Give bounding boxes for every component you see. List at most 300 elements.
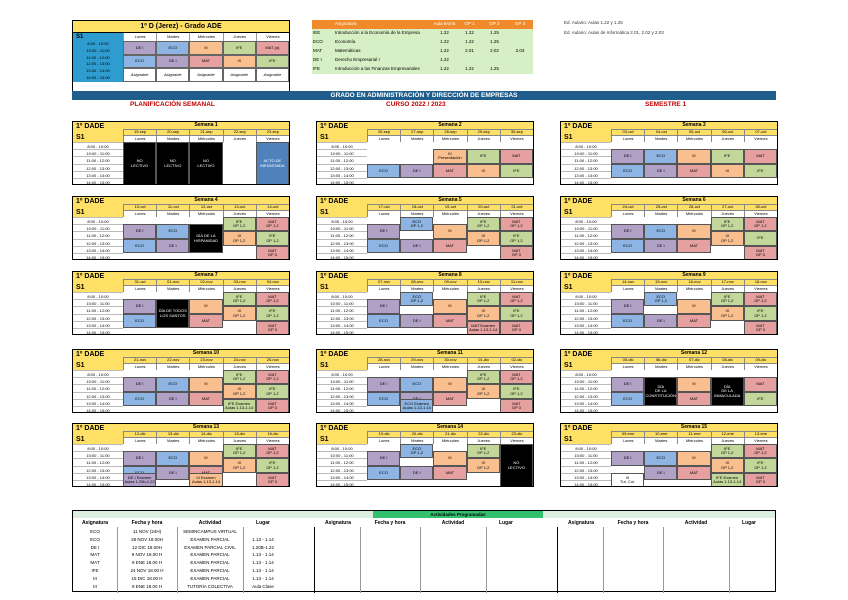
- group-divider: [557, 527, 558, 593]
- week-date: 26-oct: [677, 204, 710, 210]
- week-day: Lunes: [611, 210, 644, 217]
- week-date: 08-dic: [711, 357, 744, 363]
- week-date: 07-dic: [677, 357, 710, 363]
- class-cell: MAT GP 1,2: [256, 444, 289, 458]
- class-cell: MAT GP 3: [256, 246, 289, 260]
- week-label: [73, 272, 123, 292]
- class-cell: DE I: [367, 299, 400, 313]
- class-cell: IFE GP 1,2: [223, 444, 256, 458]
- activity-cell: 15 DIC 18.00 H: [131, 575, 163, 581]
- subject-cell: 2.02: [482, 47, 507, 56]
- class-cell: III GP 1,2: [467, 384, 500, 398]
- week-time: 12:00 - 13:00: [561, 466, 611, 473]
- week-date: 23-dic: [500, 431, 533, 437]
- class-cell: ECO Examen Aulas 1.13-1.14: [400, 399, 433, 413]
- class-cell: IFE Examen Aulas 1.13-1.14: [711, 473, 744, 487]
- class-cell: MAT: [189, 392, 222, 406]
- class-cell: MAT GP 1,2: [744, 292, 777, 306]
- class-cell: ECO: [400, 377, 433, 391]
- week-label: [73, 350, 123, 370]
- week-date: 23-nov: [189, 357, 222, 363]
- week-title: Semana 8: [367, 272, 533, 279]
- week-day: Martes: [400, 285, 433, 292]
- week-date: 05-oct: [677, 129, 710, 135]
- week-time: 8:00 - 10:00: [317, 370, 367, 377]
- week-date: 16-nov: [677, 279, 710, 285]
- activity-cell: III: [93, 575, 97, 581]
- class-cell: III GP 1,2: [223, 306, 256, 320]
- week-group-label: 1º DADE: [76, 123, 105, 130]
- week-day: Miércoles: [433, 437, 466, 444]
- week-date: 01-dic: [467, 357, 500, 363]
- subject-cell: [507, 65, 533, 74]
- activities-header: Actividad: [198, 520, 222, 526]
- week-label: [317, 197, 367, 217]
- group-header: [72, 20, 290, 92]
- column-divider: [729, 527, 730, 593]
- week-day: Jueves: [467, 210, 500, 217]
- planning-title: PLANIFICACIÓN SEMANAL: [130, 101, 215, 108]
- activity-cell: 9 ENE 18.00 H: [131, 583, 163, 589]
- week-block: [72, 121, 290, 185]
- week-date: 03-nov: [223, 279, 256, 285]
- week-date: 08-nov: [400, 279, 433, 285]
- week-s1-label: S1: [76, 362, 85, 369]
- class-cell: ECO: [156, 377, 189, 391]
- week-day: Martes: [156, 285, 189, 292]
- week-date: 18-oct: [400, 204, 433, 210]
- week-time: 12:00 - 13:00: [561, 392, 611, 399]
- week-time: 11:00 - 12:00: [317, 458, 367, 465]
- activity-cell: 9 NOV 18.00 H: [131, 552, 163, 558]
- week-time: 12:00 - 13:00: [561, 314, 611, 321]
- week-date: 10-nov: [467, 279, 500, 285]
- course-year: CURSO 2022 / 2023: [386, 101, 446, 108]
- class-cell: III GP 1,2: [223, 231, 256, 245]
- class-cell: III: [433, 224, 466, 238]
- class-cell: IFE GP 1,2: [467, 370, 500, 384]
- activities-header: Asignatura: [324, 520, 352, 526]
- week-group-label: 1º DADE: [320, 273, 349, 280]
- week-date: 21-oct: [500, 204, 533, 210]
- class-cell: DÍA DE LA INMACULADA: [711, 377, 744, 406]
- class-cell: DE I: [400, 164, 433, 178]
- week-date: 07-oct: [744, 129, 777, 135]
- class-cell: IFE GP 1,2: [256, 231, 289, 245]
- header-class-cell: ECO: [123, 55, 156, 69]
- week-time: 13:00 - 14:00: [561, 399, 611, 406]
- class-cell: IFE GP 1,2: [500, 384, 533, 398]
- week-time: 12:00 - 13:00: [561, 164, 611, 171]
- week-time: 13:00 - 14:00: [561, 473, 611, 480]
- week-label: [317, 272, 367, 292]
- class-cell: IFE GP 1,2: [744, 458, 777, 472]
- week-time: 10:00 - 11:00: [317, 149, 367, 156]
- week-time: 8:00 - 10:00: [317, 292, 367, 299]
- class-cell: DE I: [611, 149, 644, 163]
- class-cell: III GP 1,2: [467, 458, 500, 472]
- week-time: 14:00 - 15:00: [317, 480, 367, 487]
- week-time: 8:00 - 10:00: [73, 217, 123, 224]
- week-day: Lunes: [123, 437, 156, 444]
- week-block: [72, 349, 290, 413]
- class-cell: MAT GP 1,2: [256, 370, 289, 384]
- week-date: 11-ene: [677, 431, 710, 437]
- class-cell: III: [677, 451, 710, 465]
- header-class-cell: Asignable: [156, 68, 189, 82]
- class-cell: III Examen Aulas 1.13-1.14: [189, 473, 222, 487]
- week-date: 09-dic: [744, 357, 777, 363]
- week-date: 01-nov: [156, 279, 189, 285]
- header-time: 14:00 - 15:00: [73, 75, 123, 82]
- week-label: [317, 122, 367, 142]
- subjects-header-cell: GP 3: [507, 20, 533, 29]
- subjects-header-cell: Asignatura: [334, 20, 432, 29]
- class-cell: III: [677, 224, 710, 238]
- week-date: 22-nov: [156, 357, 189, 363]
- class-cell: III: [189, 299, 222, 313]
- week-time: 8:00 - 10:00: [317, 444, 367, 451]
- week-time: 14:00 - 15:00: [561, 178, 611, 185]
- class-cell: DE I: [123, 299, 156, 313]
- week-date: 31-oct: [123, 279, 156, 285]
- week-group-label: 1º DADE: [320, 425, 349, 432]
- class-cell: MAT GP 3: [744, 473, 777, 487]
- class-cell: IFE GP 1,2: [223, 217, 256, 231]
- week-day: Miércoles: [189, 363, 222, 370]
- week-time: 12:00 - 13:00: [317, 314, 367, 321]
- week-group-label: 1º DADE: [564, 351, 593, 358]
- week-block: [316, 196, 534, 260]
- activity-cell: III: [93, 583, 97, 589]
- week-label: [561, 122, 611, 142]
- week-date: 15-dic: [223, 431, 256, 437]
- week-time: 14:00 - 15:00: [73, 328, 123, 335]
- week-day: Jueves: [711, 135, 744, 142]
- class-cell: ECO: [644, 224, 677, 238]
- week-time: 10:00 - 11:00: [317, 377, 367, 384]
- subjects-header-cell: GP 2: [482, 20, 507, 29]
- week-date: 09-ene: [611, 431, 644, 437]
- week-day: Jueves: [223, 437, 256, 444]
- class-cell: MAT: [433, 314, 466, 328]
- week-day: Viernes: [256, 135, 289, 142]
- activity-cell: EXAMEN PARCIAL: [190, 568, 230, 573]
- week-time: 13:00 - 14:00: [317, 399, 367, 406]
- header-class-cell: DE I: [156, 55, 189, 69]
- class-cell: IFE GP 1,2: [711, 292, 744, 306]
- week-date: 19-dic: [367, 431, 400, 437]
- class-cell: III: [467, 164, 500, 178]
- week-s1-label: S1: [320, 362, 329, 369]
- week-time: 10:00 - 11:00: [73, 377, 123, 384]
- week-day: Martes: [156, 363, 189, 370]
- week-label: [317, 350, 367, 370]
- week-date: 04-nov: [256, 279, 289, 285]
- class-cell: MAT GP 1,2: [744, 444, 777, 458]
- week-day: Jueves: [467, 437, 500, 444]
- activity-cell: 24 NOV 18.00 H: [130, 568, 164, 573]
- class-cell: IFE: [500, 164, 533, 178]
- week-date: 14-nov: [611, 279, 644, 285]
- subjects-header-cell: GP 1: [457, 20, 482, 29]
- subject-row: [312, 29, 533, 38]
- class-cell: ECO GP 1,2: [644, 292, 677, 306]
- subject-cell: [507, 56, 533, 65]
- class-cell: IFE GP 1,2: [467, 444, 500, 458]
- class-cell: DE I: [400, 314, 433, 328]
- scheduled-activities: [72, 510, 776, 592]
- week-time: 11:00 - 12:00: [73, 156, 123, 163]
- class-cell: IFE: [744, 164, 777, 178]
- subject-cell: Introducción a la Economía de la Empresa: [334, 29, 432, 38]
- week-date: 26-sep: [367, 129, 400, 135]
- class-cell: ECO: [156, 451, 189, 465]
- week-date: 10-ene: [644, 431, 677, 437]
- week-time: 12:00 - 13:00: [73, 314, 123, 321]
- subject-cell: IEE: [312, 29, 334, 38]
- subject-cell: [457, 56, 482, 65]
- class-cell: MAT: [677, 392, 710, 406]
- class-cell: ECO: [123, 392, 156, 406]
- class-cell: ECO GP 1,2: [400, 444, 433, 458]
- week-day: Jueves: [223, 363, 256, 370]
- class-cell: IFE GP 1,2: [256, 384, 289, 398]
- week-title: Semana 6: [611, 197, 777, 204]
- week-time: 14:00 - 15:00: [317, 253, 367, 260]
- class-cell: DÍA DE TODOS LOS SANTOS: [156, 299, 189, 328]
- aulario-note-2: Ed. Aulario: Aulas de Informática 2.01, 2.02 y 2.03: [564, 30, 664, 35]
- week-day: Martes: [156, 437, 189, 444]
- class-cell: ECO: [123, 239, 156, 253]
- class-cell: III GP 1,2: [223, 384, 256, 398]
- week-time: 13:00 - 14:00: [561, 171, 611, 178]
- week-block: [316, 423, 534, 487]
- class-cell: IFE GP 1,2: [500, 231, 533, 245]
- week-block: [560, 349, 778, 413]
- week-s1-label: S1: [76, 134, 85, 141]
- class-cell: MAT GP 3: [256, 399, 289, 413]
- week-time: 11:00 - 12:00: [73, 384, 123, 391]
- class-cell: ECO: [611, 392, 644, 406]
- week-date: 24-oct: [611, 204, 644, 210]
- class-cell: DE I: [156, 392, 189, 406]
- week-time: 14:00 - 15:00: [561, 480, 611, 487]
- week-date: 29-nov: [400, 357, 433, 363]
- class-cell: NO LECTIVO: [123, 142, 156, 185]
- header-s1: S1: [73, 33, 123, 41]
- week-block: [72, 423, 290, 487]
- week-time: 8:00 - 10:00: [561, 142, 611, 149]
- subject-cell: IFE: [312, 65, 334, 74]
- week-title: Semana 13: [123, 424, 289, 431]
- week-day: Martes: [644, 285, 677, 292]
- header-time: 8:00 - 10:00: [73, 41, 123, 48]
- activity-cell: MAT: [90, 552, 100, 558]
- week-day: Jueves: [223, 285, 256, 292]
- header-day: Lunes: [123, 33, 156, 41]
- week-day: Miércoles: [677, 285, 710, 292]
- week-s1-label: S1: [320, 284, 329, 291]
- week-day: Lunes: [367, 363, 400, 370]
- week-time: 11:00 - 12:00: [73, 231, 123, 238]
- activity-cell: 1.13 - 1.14: [252, 575, 274, 581]
- class-cell: III: [433, 451, 466, 465]
- week-time: 11:00 - 12:00: [73, 458, 123, 465]
- subject-cell: DE I: [312, 56, 334, 65]
- week-label: [73, 424, 123, 444]
- week-time: 10:00 - 11:00: [317, 299, 367, 306]
- subject-cell: 2.03: [507, 47, 533, 56]
- week-day: Viernes: [744, 210, 777, 217]
- aulario-note-1: Ed. Aulario: Aulas 1.22 y 1.25: [564, 20, 623, 25]
- subject-cell: MAT: [312, 47, 334, 56]
- week-group-label: 1º DADE: [564, 123, 593, 130]
- class-cell: III GP 1,2: [467, 306, 500, 320]
- activities-title: Actividades Programadas: [373, 511, 543, 518]
- week-day: Miércoles: [433, 210, 466, 217]
- week-time: 14:00 - 15:00: [73, 480, 123, 487]
- week-time: 12:00 - 13:00: [561, 239, 611, 246]
- class-cell: ECO: [367, 164, 400, 178]
- week-s1-label: S1: [564, 362, 573, 369]
- week-day: Lunes: [367, 135, 400, 142]
- subject-cell: Economía: [334, 38, 432, 47]
- week-time: 8:00 - 10:00: [317, 142, 367, 149]
- week-time: 10:00 - 11:00: [561, 299, 611, 306]
- week-group-label: 1º DADE: [320, 198, 349, 205]
- activity-cell: DE I: [90, 544, 100, 550]
- week-date: 13-dic: [156, 431, 189, 437]
- class-cell: DE I: [367, 224, 400, 238]
- week-date: 04-oct: [644, 129, 677, 135]
- class-cell: DE I: [644, 239, 677, 253]
- week-time: 11:00 - 12:00: [561, 458, 611, 465]
- class-cell: DE I: [611, 299, 644, 313]
- week-day: Viernes: [500, 210, 533, 217]
- activities-header: Actividad: [441, 520, 465, 526]
- week-date: 23-sep: [256, 129, 289, 135]
- week-time: 11:00 - 12:00: [317, 231, 367, 238]
- week-day: Viernes: [744, 135, 777, 142]
- week-day: Jueves: [711, 210, 744, 217]
- column-divider: [486, 527, 487, 593]
- activity-cell: EXAMEN PARCIAL CIVIL: [184, 544, 236, 550]
- header-class-cell: MAT (a): [256, 41, 289, 55]
- week-group-label: 1º DADE: [564, 273, 593, 280]
- subject-cell: 1.22: [457, 65, 482, 74]
- class-cell: IFE GP 1,2: [223, 292, 256, 306]
- week-title: Semana 12: [611, 350, 777, 357]
- class-cell: MAT: [677, 239, 710, 253]
- class-cell: MAT GP 1,2: [256, 217, 289, 231]
- class-cell: IFE: [744, 392, 777, 406]
- activity-cell: 1.13 - 1.14: [252, 568, 274, 573]
- week-time: 10:00 - 11:00: [561, 451, 611, 458]
- class-cell: DE I: [400, 239, 433, 253]
- class-cell: MAT: [500, 149, 533, 163]
- week-time: 14:00 - 15:00: [561, 328, 611, 335]
- week-time: 10:00 - 11:00: [73, 149, 123, 156]
- week-block: [72, 271, 290, 335]
- week-time: 12:00 - 13:00: [73, 239, 123, 246]
- class-cell: DE I: [123, 377, 156, 391]
- week-date: 12-oct: [189, 204, 222, 210]
- week-time: 12:00 - 13:00: [317, 239, 367, 246]
- week-s1-label: S1: [76, 436, 85, 443]
- class-cell: IFE GP 1,2: [744, 306, 777, 320]
- subject-row: [312, 47, 533, 56]
- class-cell: DÍA DE LA CONSTITUCIÓN: [644, 377, 677, 406]
- week-day: Viernes: [256, 285, 289, 292]
- class-cell: DE I: [611, 451, 644, 465]
- subjects-header-row: [312, 20, 533, 29]
- class-cell: III: [677, 149, 710, 163]
- header-time: 12:00 - 13:00: [73, 61, 123, 68]
- week-day: Miércoles: [189, 210, 222, 217]
- class-cell: IFE GP 1,2: [223, 370, 256, 384]
- header-class-cell: IFE: [256, 55, 289, 69]
- header-time: 13:00 - 14:00: [73, 68, 123, 75]
- week-date: 19-sep: [123, 129, 156, 135]
- week-label: [561, 424, 611, 444]
- week-group-label: 1º DADE: [320, 123, 349, 130]
- week-time: 12:00 - 13:00: [73, 392, 123, 399]
- activity-cell: 1.13 - 1.14: [252, 560, 274, 566]
- class-cell: MAT GP 3: [744, 321, 777, 335]
- subject-cell: Derecho Empresarial I: [334, 56, 432, 65]
- week-time: 11:00 - 12:00: [317, 306, 367, 313]
- week-time: 12:00 - 13:00: [317, 164, 367, 171]
- activities-header: Asignatura: [567, 520, 595, 526]
- week-date: 27-sep: [400, 129, 433, 135]
- week-day: Jueves: [223, 135, 256, 142]
- week-block: [560, 423, 778, 487]
- header-class-cell: MAT: [189, 55, 222, 69]
- class-cell: III: [677, 299, 710, 313]
- week-time: 13:00 - 14:00: [73, 171, 123, 178]
- activities-header: Lugar: [256, 520, 270, 526]
- activities-header: Lugar: [742, 520, 756, 526]
- week-time: 10:00 - 11:00: [73, 224, 123, 231]
- week-day: Viernes: [500, 363, 533, 370]
- class-cell: ECO: [611, 239, 644, 253]
- week-day: Viernes: [744, 285, 777, 292]
- week-block: [560, 271, 778, 335]
- week-title: Semana 3: [611, 122, 777, 129]
- subject-cell: 1.22: [457, 38, 482, 47]
- header-class-cell: Asignable: [256, 68, 289, 82]
- week-block: [316, 271, 534, 335]
- class-cell: IFE Examen Aulas 1.13-1.14: [223, 399, 256, 413]
- week-date: 28-sep: [433, 129, 466, 135]
- class-cell: MAT: [433, 392, 466, 406]
- class-cell: III: [433, 299, 466, 313]
- week-time: 8:00 - 10:00: [73, 142, 123, 149]
- week-title: Semana 15: [611, 424, 777, 431]
- class-cell: III GP 1,2: [711, 458, 744, 472]
- header-class-cell: ECO: [156, 41, 189, 55]
- class-cell: ECO: [644, 149, 677, 163]
- week-time: 11:00 - 12:00: [73, 306, 123, 313]
- class-cell: IFE GP 1,2: [500, 306, 533, 320]
- week-day: Miércoles: [189, 285, 222, 292]
- week-date: 02-nov: [189, 279, 222, 285]
- week-s1-label: S1: [320, 209, 329, 216]
- week-day: Martes: [644, 210, 677, 217]
- column-divider: [603, 527, 604, 593]
- main-title: GRADO EN ADMINISTRACIÓN Y DIRECCIÓN DE EMPRESAS: [72, 91, 776, 100]
